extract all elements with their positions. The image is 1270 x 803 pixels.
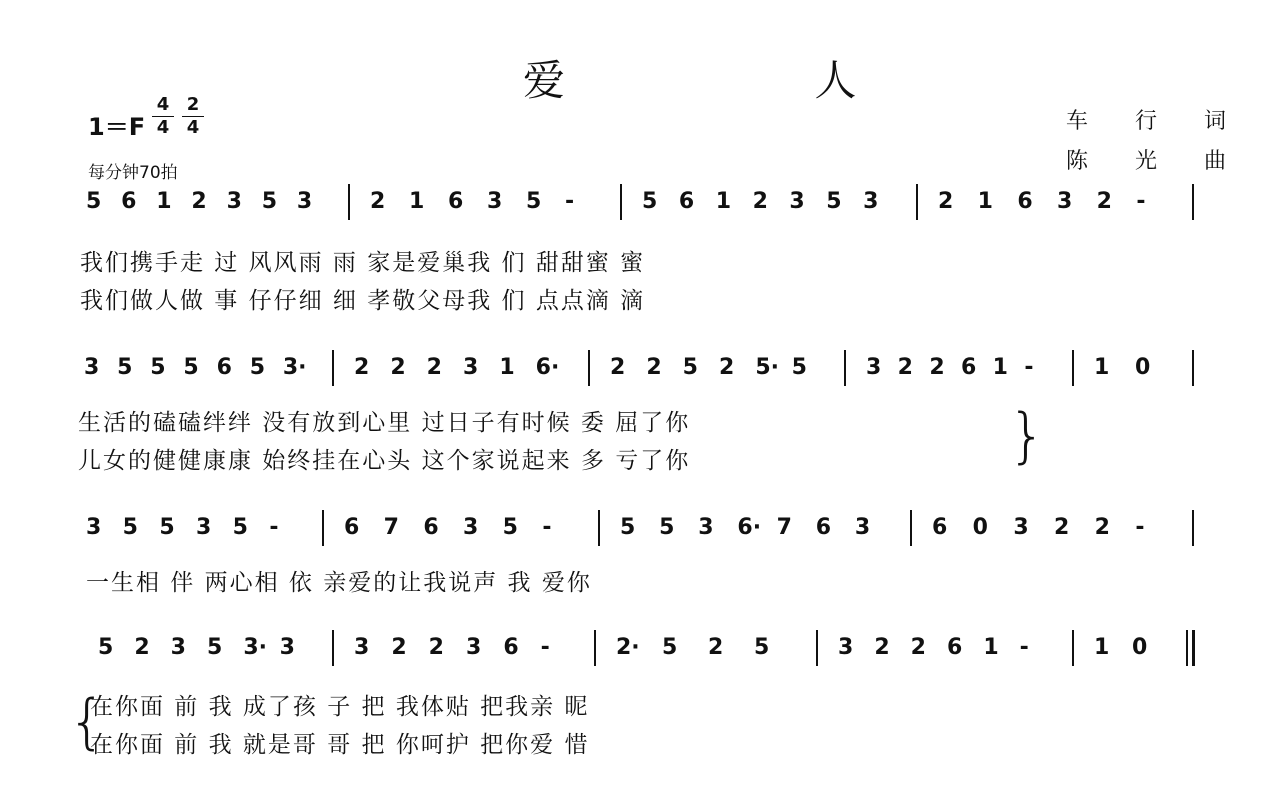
note-1-1-2: 2 [426,355,442,380]
note-1-3-5: - [1024,355,1034,380]
note-0-1-4: 5 [526,189,542,214]
note-2-2-3: 6· [737,515,762,540]
note-0-1-1: 1 [409,189,425,214]
lyrics-line-1-verse-1: 我们携手走 过 风风雨 雨 家是爱巢我 们 甜甜蜜 蜜 [80,250,646,276]
note-1-3-4: 1 [992,355,1008,380]
lyrics-line-3: 一生相 伴 两心相 依 亲爱的让我说声 我 爱你 [86,570,592,596]
note-3-3-3: 6 [947,635,963,660]
note-0-2-5: 5 [826,189,842,214]
note-0-3-4: 2 [1096,189,1112,214]
note-2-1-1: 7 [383,515,399,540]
note-0-1-5: - [565,189,575,214]
note-2-3-3: 2 [1054,515,1070,540]
note-1-3-2: 2 [929,355,945,380]
note-1-4-0: 1 [1094,355,1110,380]
note-3-4-0: 1 [1094,635,1110,660]
barline-3-3 [1072,630,1074,666]
note-2-2-6: 3 [854,515,871,540]
barline-2-1 [598,510,600,546]
barline-2-0 [322,510,324,546]
repeat-brace-right: } [1008,401,1047,471]
note-3-0-5: 3 [279,635,295,660]
lyrics-line-1-verse-2: 我们做人做 事 仔仔细 细 孝敬父母我 们 点点滴 滴 [80,288,646,314]
note-0-2-3: 2 [752,189,768,214]
note-2-2-4: 7 [776,515,792,540]
note-3-0-3: 5 [207,635,223,660]
note-0-0-4: 3 [226,189,242,214]
note-2-0-2: 5 [159,515,175,540]
note-3-0-1: 2 [134,635,150,660]
note-2-0-1: 5 [122,515,138,540]
repeat-brace-left: { [68,687,107,757]
note-3-2-3: 5 [754,635,770,660]
note-3-1-5: - [540,635,550,660]
barline-2-3 [1192,510,1194,546]
note-2-1-2: 6 [423,515,439,540]
note-3-3-1: 2 [874,635,890,660]
note-1-0-2: 5 [150,355,166,380]
note-0-1-2: 6 [448,189,464,214]
note-1-2-5: 5 [791,355,807,380]
note-1-1-0: 2 [354,355,370,380]
barline-1-1 [588,350,590,386]
note-2-0-3: 3 [196,515,212,540]
barline-2-2 [910,510,912,546]
note-1-0-1: 5 [117,355,133,380]
barline-1-3 [1072,350,1074,386]
note-0-2-4: 3 [789,189,805,214]
note-3-3-0: 3 [838,635,854,660]
barline-3-4 [1186,630,1188,666]
barline-3-1 [594,630,596,666]
note-1-0-3: 5 [183,355,199,380]
note-2-1-0: 6 [344,515,360,540]
note-1-2-1: 2 [646,355,662,380]
barline-3-5 [1192,630,1195,666]
barline-3-2 [816,630,818,666]
note-3-1-1: 2 [391,635,407,660]
key-signature: 1＝F [88,113,146,141]
note-3-1-2: 2 [428,635,444,660]
barline-0-0 [348,184,350,220]
note-1-0-0: 3 [84,355,100,380]
barline-0-2 [916,184,918,220]
note-3-2-2: 2 [708,635,724,660]
note-3-2-1: 5 [662,635,678,660]
note-3-0-2: 3 [170,635,186,660]
barline-3-0 [332,630,334,666]
song-title: 爱 人 [523,56,975,105]
note-0-2-2: 1 [715,189,732,214]
note-1-3-3: 6 [961,355,977,380]
note-0-2-1: 6 [678,189,695,214]
note-0-3-1: 1 [977,189,993,214]
note-2-3-5: - [1135,515,1145,540]
note-3-3-2: 2 [910,635,926,660]
note-0-0-0: 5 [86,189,102,214]
note-3-0-0: 5 [98,635,114,660]
note-2-0-4: 5 [232,515,248,540]
note-3-1-0: 3 [354,635,370,660]
note-2-2-1: 5 [659,515,675,540]
note-2-2-5: 6 [815,515,832,540]
note-1-1-3: 3 [463,355,479,380]
note-3-2-0: 2· [616,635,640,660]
note-2-3-2: 3 [1013,515,1029,540]
barline-1-0 [332,350,334,386]
note-2-0-0: 3 [86,515,102,540]
note-3-0-4: 3· [243,635,267,660]
note-1-0-5: 5 [249,355,266,380]
note-1-0-6: 3· [282,355,307,380]
note-0-3-0: 2 [938,189,954,214]
note-2-2-2: 3 [698,515,714,540]
note-2-2-0: 5 [620,515,636,540]
note-0-3-2: 6 [1017,189,1033,214]
lyrics-line-4-verse-2: 在你面 前 我 就是哥 哥 把 你呵护 把你爱 惜 [90,732,590,758]
composer-credit: 陈 光 曲 [1066,149,1246,174]
barline-1-2 [844,350,846,386]
note-0-3-5: - [1136,189,1146,214]
lyrics-line-2-verse-2: 儿女的健健康康 始终挂在心头 这个家说起来 多 亏了你 [78,448,691,474]
tempo-marking: 每分钟70拍 [88,163,178,183]
note-3-1-3: 3 [466,635,482,660]
note-1-2-2: 5 [682,355,698,380]
note-0-1-3: 3 [487,189,503,214]
note-1-2-0: 2 [610,355,626,380]
note-0-1-0: 2 [370,189,386,214]
note-0-3-3: 3 [1057,189,1073,214]
lyricist-credit: 车 行 词 [1066,109,1246,134]
note-1-3-0: 3 [866,355,882,380]
note-2-1-4: 5 [502,515,518,540]
note-1-3-1: 2 [897,355,913,380]
note-1-1-5: 6· [535,355,560,380]
note-1-2-4: 5· [755,355,779,380]
note-1-2-3: 2 [719,355,735,380]
note-2-3-1: 0 [972,515,988,540]
note-3-3-4: 1 [983,635,999,660]
note-1-1-4: 1 [499,355,515,380]
note-0-0-3: 2 [191,189,207,214]
note-0-2-0: 5 [642,189,658,214]
note-0-0-1: 6 [121,189,137,214]
note-1-0-4: 6 [216,355,232,380]
time-signature-2-4: 2 4 [182,94,204,139]
note-1-1-1: 2 [390,355,406,380]
note-2-1-3: 3 [463,515,479,540]
note-3-4-1: 0 [1132,635,1148,660]
note-0-2-6: 3 [863,189,879,214]
barline-1-4 [1192,350,1194,386]
lyrics-line-4-verse-1: 在你面 前 我 成了孩 子 把 我体贴 把我亲 昵 [90,694,590,720]
barline-0-3 [1192,184,1194,220]
note-0-0-2: 1 [156,189,172,214]
note-3-1-4: 6 [503,635,519,660]
note-2-3-4: 2 [1094,515,1110,540]
note-3-3-5: - [1019,635,1029,660]
note-2-3-0: 6 [932,515,948,540]
lyrics-line-2-verse-1: 生活的磕磕绊绊 没有放到心里 过日子有时候 委 屈了你 [78,410,691,436]
note-0-0-6: 3 [296,189,313,214]
note-0-0-5: 5 [261,189,278,214]
note-1-4-1: 0 [1135,355,1151,380]
note-2-0-5: - [269,515,279,540]
barline-0-1 [620,184,622,220]
time-signature-4-4: 4 4 [152,94,174,139]
note-2-1-5: - [542,515,552,540]
